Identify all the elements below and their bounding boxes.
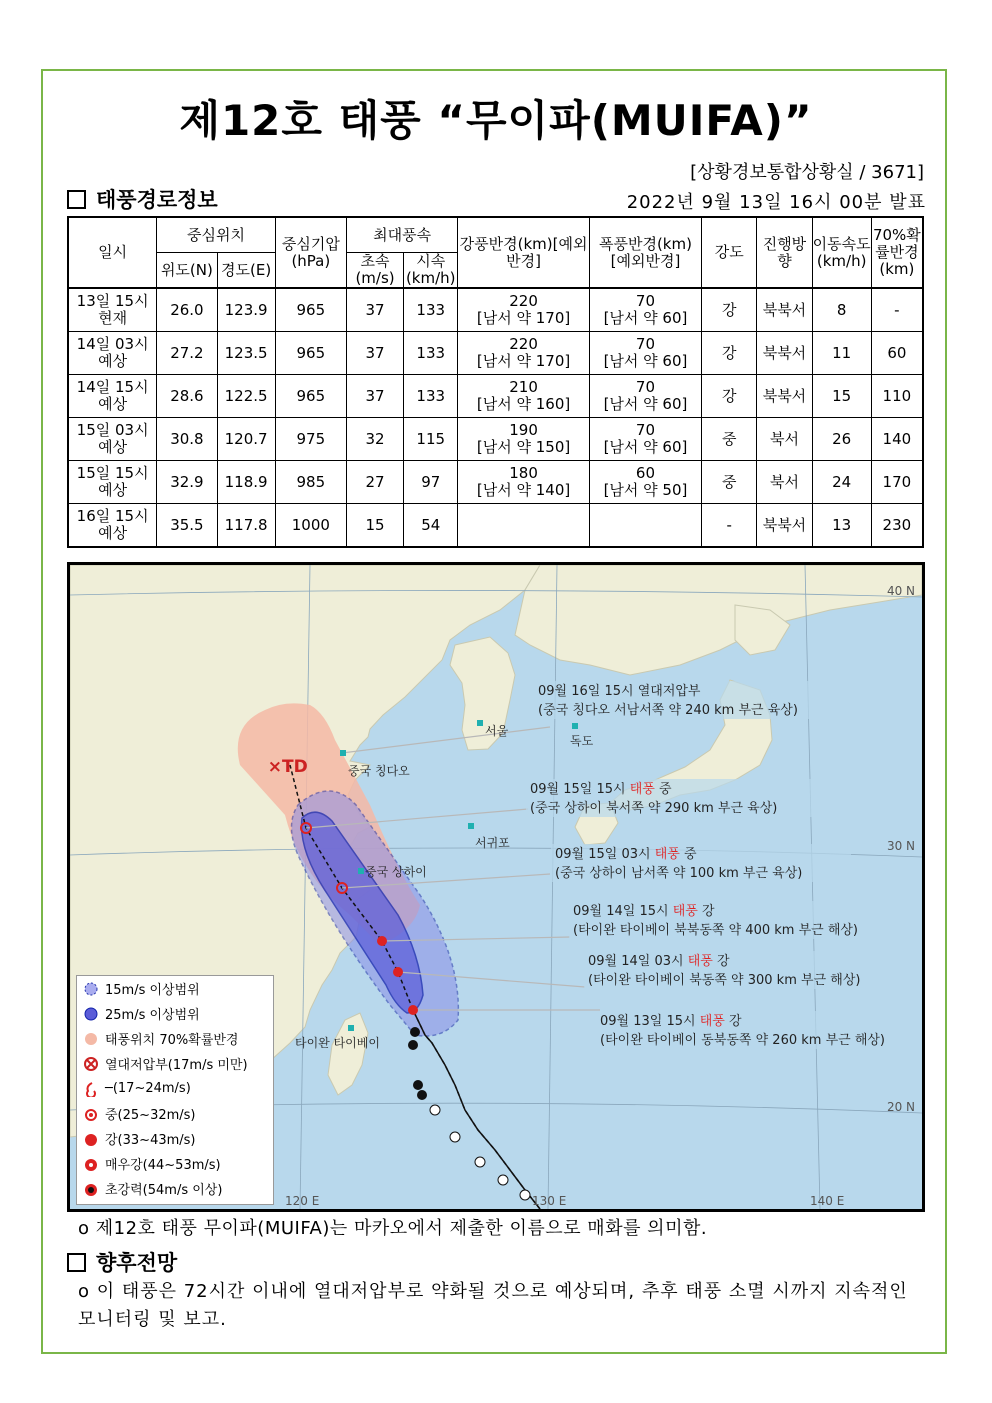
header-intensity: 강도 xyxy=(702,217,757,288)
map-legend xyxy=(76,975,274,1205)
callout-l1b: 태풍 xyxy=(687,954,713,969)
callout-line1 xyxy=(600,1013,742,1029)
table-row xyxy=(68,375,923,418)
callout-line1 xyxy=(555,846,697,862)
radius-value: 70 xyxy=(635,335,656,353)
callout-l1c: 강 xyxy=(712,954,730,969)
callout-line2: (중국 상하이 남서쪽 약 100 km 부근 육상) xyxy=(555,866,803,881)
callout-l1c: 강 xyxy=(697,904,715,919)
legend-item xyxy=(77,1176,273,1201)
cell-prob: 170 xyxy=(871,461,923,504)
cell-speed: 24 xyxy=(812,461,871,504)
callout-line2: (타이완 타이베이 북동쪽 약 300 km 부근 해상) xyxy=(588,973,861,988)
past-point xyxy=(498,1175,508,1185)
cell-kmh: 54 xyxy=(404,504,458,548)
callout-1 xyxy=(526,779,826,817)
cell-lat: 30.8 xyxy=(157,418,217,461)
cell-speed: 26 xyxy=(812,418,871,461)
cell-direction: 북북서 xyxy=(757,332,812,375)
cell-direction: 북서 xyxy=(757,418,812,461)
cell-lon: 123.9 xyxy=(217,288,275,332)
typhoon-super-icon xyxy=(83,1181,101,1197)
cell-storm-radius xyxy=(589,418,701,461)
cell-prob: 60 xyxy=(871,332,923,375)
cell-lat: 26.0 xyxy=(157,288,217,332)
legend-label: 열대저압부(17m/s 미만) xyxy=(105,1058,248,1073)
cell-storm-radius xyxy=(589,332,701,375)
past-point xyxy=(408,1040,418,1050)
cell-strong-radius xyxy=(458,332,589,375)
radius-value: 190 xyxy=(509,421,538,439)
section-track-heading xyxy=(67,184,218,214)
cell-direction: 북북서 xyxy=(757,288,812,332)
td-label: TD xyxy=(282,757,308,777)
radius-value: 70 xyxy=(635,378,656,396)
cell-speed: 11 xyxy=(812,332,871,375)
past-point xyxy=(475,1157,485,1167)
radius-exception: [남서 약 60] xyxy=(603,352,688,370)
typhoon-very-strong-icon xyxy=(83,1156,101,1172)
radius-exception: [남서 약 60] xyxy=(603,438,688,456)
cell-speed: 13 xyxy=(812,504,871,548)
cell-strong-radius xyxy=(458,504,589,548)
legend-item xyxy=(77,1101,273,1126)
qingdao-marker xyxy=(340,750,346,756)
radius-exception: [남서 약 170] xyxy=(476,352,571,370)
cell-ms: 27 xyxy=(346,461,403,504)
cell-prob: 140 xyxy=(871,418,923,461)
callout-2 xyxy=(551,844,851,882)
section-outlook-label: 향후전망 xyxy=(96,1251,178,1275)
radius-exception: [남서 약 60] xyxy=(603,309,688,327)
cell-time: 13일 15시 현재 xyxy=(68,288,157,332)
legend-label: 15m/s 이상범위 xyxy=(105,983,200,998)
td-x-icon: × xyxy=(267,757,282,777)
cell-ms: 37 xyxy=(346,375,403,418)
legend-label: 중(25~32m/s) xyxy=(105,1108,196,1123)
callout-line1 xyxy=(588,953,730,969)
legend-item xyxy=(77,976,273,1001)
callout-line2: (중국 칭다오 서남서쪽 약 240 km 부근 육상) xyxy=(538,703,798,718)
header-storm-radius: 폭풍반경(km)[예외반경] xyxy=(589,217,701,288)
cell-direction: 북북서 xyxy=(757,504,812,548)
cell-prob: - xyxy=(871,288,923,332)
callout-l1c: 중 xyxy=(654,782,672,797)
lon-label-120: 120 E xyxy=(285,1194,320,1208)
cell-strong-radius xyxy=(458,418,589,461)
cell-intensity: - xyxy=(702,504,757,548)
cell-prob: 230 xyxy=(871,504,923,548)
cell-lon: 122.5 xyxy=(217,375,275,418)
cell-storm-radius xyxy=(589,375,701,418)
legend-item xyxy=(77,1076,273,1101)
cell-kmh: 133 xyxy=(404,288,458,332)
legend-item xyxy=(77,1051,273,1076)
callout-l1b: 태풍 xyxy=(672,904,698,919)
legend-label: 초강력(54m/s 이상) xyxy=(105,1183,223,1198)
callout-0 xyxy=(534,681,834,719)
page-title: 제12호 태풍 “무이파(MUIFA)” xyxy=(179,96,813,145)
forecast-point-14-15 xyxy=(377,936,387,946)
checkbox-icon xyxy=(67,1253,86,1272)
legend-label: 매우강(44~53m/s) xyxy=(105,1158,221,1173)
past-point xyxy=(413,1080,423,1090)
callout-l1b: 태풍 xyxy=(629,782,655,797)
radius-value: 210 xyxy=(509,378,538,396)
legend-label: 태풍위치 70%확률반경 xyxy=(105,1033,239,1048)
cell-ms: 32 xyxy=(346,418,403,461)
tropical-depression-icon xyxy=(83,1056,101,1072)
cell-intensity: 중 xyxy=(702,461,757,504)
cell-lat: 28.6 xyxy=(157,375,217,418)
callout-4 xyxy=(584,951,884,989)
header-pressure: 중심기압(hPa) xyxy=(275,217,346,288)
outlook-text: o 이 태풍은 72시간 이내에 열대저압부로 약화될 것으로 예상되며, 추후 태풍 소멸 시까지 지속적인 모니터링 및 보고. xyxy=(78,1281,908,1330)
radius-value: 220 xyxy=(509,292,538,310)
legend-label: 강(33~43m/s) xyxy=(105,1133,196,1148)
lon-label-130: 130 E xyxy=(532,1194,567,1208)
radius-value: 220 xyxy=(509,335,538,353)
checkbox-icon xyxy=(67,190,86,209)
table-row xyxy=(68,332,923,375)
radius-exception: [남서 약 60] xyxy=(603,395,688,413)
cell-lon: 123.5 xyxy=(217,332,275,375)
radius-exception: [남서 약 140] xyxy=(476,481,571,499)
name-meaning-note: o 제12호 태풍 무이파(MUIFA)는 마카오에서 제출한 이름으로 매화를 의미함. xyxy=(78,1218,708,1239)
department-label: [상황경보통합상황실 / 3671] xyxy=(690,162,924,183)
cell-strong-radius xyxy=(458,461,589,504)
radius-value: 70 xyxy=(635,292,656,310)
callout-5 xyxy=(596,1011,896,1049)
past-point xyxy=(520,1190,530,1200)
cell-direction: 북서 xyxy=(757,461,812,504)
callout-l1c: 강 xyxy=(724,1014,742,1029)
place-seoul: 서울 xyxy=(485,724,509,738)
typhoon-strong-icon xyxy=(83,1131,101,1147)
section-track-label: 태풍경로정보 xyxy=(96,188,218,212)
callout-line1 xyxy=(538,683,701,699)
cell-time: 15일 15시 예상 xyxy=(68,461,157,504)
legend-label: ─(17~24m/s) xyxy=(105,1081,191,1096)
cell-lon: 117.8 xyxy=(217,504,275,548)
callout-l1b: 태풍 xyxy=(699,1014,725,1029)
cell-pressure: 965 xyxy=(275,332,346,375)
cell-kmh: 133 xyxy=(404,375,458,418)
forecast-point-14-03 xyxy=(393,967,403,977)
cell-strong-radius xyxy=(458,288,589,332)
cell-intensity: 강 xyxy=(702,288,757,332)
lat-label-20: 20 N xyxy=(886,1100,915,1114)
callout-l1b: 태풍 xyxy=(654,847,680,862)
lat-label-40: 40 N xyxy=(886,584,915,598)
radius-value: 180 xyxy=(509,464,538,482)
place-dokdo: 독도 xyxy=(570,734,594,748)
place-shanghai: 중국 상하이 xyxy=(365,865,427,879)
cell-time: 14일 03시 예상 xyxy=(68,332,157,375)
callout-l1a: 09월 14일 03시 xyxy=(588,954,688,969)
cell-speed: 8 xyxy=(812,288,871,332)
legend-item xyxy=(77,1001,273,1026)
cell-lat: 32.9 xyxy=(157,461,217,504)
probability-swatch-icon xyxy=(83,1031,101,1047)
place-qingdao: 중국 칭다오 xyxy=(348,764,410,778)
taipei-marker xyxy=(348,1025,354,1031)
callout-l1a: 09월 15일 03시 xyxy=(555,847,655,862)
header-prob-radius: 70%확률반경(km) xyxy=(871,217,923,288)
header-lat: 위도(N) xyxy=(157,253,217,289)
cell-lon: 118.9 xyxy=(217,461,275,504)
radius-value: 70 xyxy=(635,421,656,439)
lon-label-140: 140 E xyxy=(810,1194,845,1208)
radius-exception: [남서 약 160] xyxy=(476,395,571,413)
header-time: 일시 xyxy=(68,217,157,288)
callout-l1a: 09월 16일 15시 열대저압부 xyxy=(538,684,701,699)
shanghai-marker xyxy=(358,868,364,874)
past-point xyxy=(410,1027,420,1037)
header-strong-radius: 강풍반경(km)[예외반경] xyxy=(458,217,589,288)
cell-ms: 37 xyxy=(346,288,403,332)
cell-prob: 110 xyxy=(871,375,923,418)
current-point xyxy=(408,1005,418,1015)
header-lon: 경도(E) xyxy=(217,253,275,289)
callout-line1 xyxy=(530,781,672,797)
callout-line2: (타이완 타이베이 동북동쪽 약 260 km 부근 해상) xyxy=(600,1033,886,1048)
callout-l1c: 중 xyxy=(679,847,697,862)
callout-3 xyxy=(569,901,869,939)
wind15-swatch-icon xyxy=(83,981,101,997)
cell-kmh: 115 xyxy=(404,418,458,461)
header-direction: 진행방향 xyxy=(757,217,812,288)
header-kmh: 시속(km/h) xyxy=(404,253,458,289)
cell-direction: 북북서 xyxy=(757,375,812,418)
cell-pressure: 985 xyxy=(275,461,346,504)
typhoon-weak-icon xyxy=(83,1081,101,1097)
cell-kmh: 133 xyxy=(404,332,458,375)
track-map xyxy=(67,562,925,1212)
callout-l1a: 09월 13일 15시 xyxy=(600,1014,700,1029)
callout-l1a: 09월 14일 15시 xyxy=(573,904,673,919)
dokdo-marker xyxy=(572,723,578,729)
table-row xyxy=(68,418,923,461)
radius-value: 60 xyxy=(635,464,656,482)
table-row xyxy=(68,461,923,504)
legend-item xyxy=(77,1151,273,1176)
cell-pressure: 975 xyxy=(275,418,346,461)
cell-lon: 120.7 xyxy=(217,418,275,461)
cell-ms: 15 xyxy=(346,504,403,548)
cell-kmh: 97 xyxy=(404,461,458,504)
callout-line1 xyxy=(573,903,715,919)
wind25-swatch-icon xyxy=(83,1006,101,1022)
cell-pressure: 965 xyxy=(275,288,346,332)
past-point xyxy=(417,1090,427,1100)
section-outlook-heading xyxy=(67,1247,177,1277)
header-speed: 이동속도(km/h) xyxy=(812,217,871,288)
legend-label: 25m/s 이상범위 xyxy=(105,1008,200,1023)
track-table xyxy=(67,216,924,548)
header-maxwind: 최대풍속 xyxy=(346,217,457,253)
cell-strong-radius xyxy=(458,375,589,418)
header-ms: 초속(m/s) xyxy=(346,253,403,289)
place-taipei: 타이완 타이베이 xyxy=(295,1036,380,1050)
radius-exception: [남서 약 170] xyxy=(476,309,571,327)
cell-intensity: 강 xyxy=(702,375,757,418)
typhoon-medium-icon xyxy=(83,1106,101,1122)
cell-storm-radius xyxy=(589,504,701,548)
callout-line2: (타이완 타이베이 북북동쪽 약 400 km 부근 해상) xyxy=(573,923,859,938)
header-center: 중심위치 xyxy=(157,217,275,253)
radius-exception: [남서 약 50] xyxy=(603,481,688,499)
cell-intensity: 중 xyxy=(702,418,757,461)
cell-storm-radius xyxy=(589,288,701,332)
legend-item xyxy=(77,1026,273,1051)
callout-l1a: 09월 15일 15시 xyxy=(530,782,630,797)
table-row xyxy=(68,288,923,332)
cell-time: 15일 03시 예상 xyxy=(68,418,157,461)
cell-lat: 35.5 xyxy=(157,504,217,548)
lat-label-30: 30 N xyxy=(886,839,915,853)
seoul-marker xyxy=(477,720,483,726)
past-point xyxy=(430,1105,440,1115)
cell-ms: 37 xyxy=(346,332,403,375)
seogwipo-marker xyxy=(468,823,474,829)
cell-time: 14일 15시 예상 xyxy=(68,375,157,418)
cell-storm-radius xyxy=(589,461,701,504)
callout-line2: (중국 상하이 북서쪽 약 290 km 부근 육상) xyxy=(530,801,778,816)
cell-speed: 15 xyxy=(812,375,871,418)
table-row xyxy=(68,504,923,548)
legend-item xyxy=(77,1126,273,1151)
cell-time: 16일 15시 예상 xyxy=(68,504,157,548)
place-seogwipo: 서귀포 xyxy=(475,836,510,850)
cell-pressure: 1000 xyxy=(275,504,346,548)
cell-pressure: 965 xyxy=(275,375,346,418)
issued-datetime: 2022년 9월 13일 16시 00분 발표 xyxy=(626,192,926,213)
cell-lat: 27.2 xyxy=(157,332,217,375)
radius-exception: [남서 약 150] xyxy=(476,438,571,456)
past-point xyxy=(450,1132,460,1142)
cell-intensity: 강 xyxy=(702,332,757,375)
